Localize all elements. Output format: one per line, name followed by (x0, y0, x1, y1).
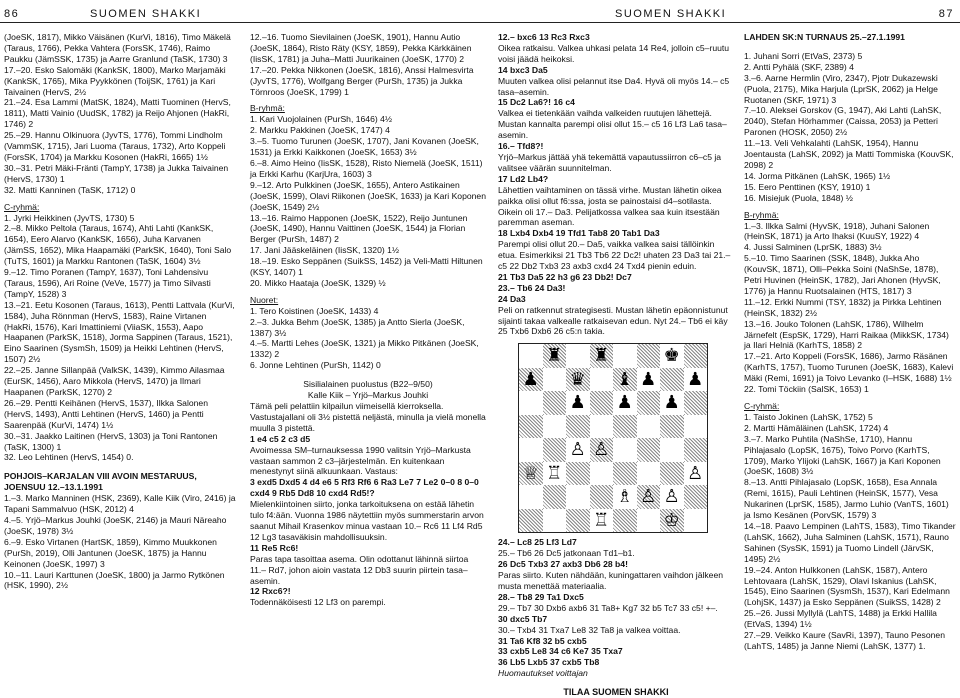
board-square (637, 509, 661, 533)
subscribe-caption: TILAA SUOMEN SHAKKI (563, 687, 669, 698)
paragraph: 17.–21. Arto Koppeli (ForsSK, 1686), Jarmo Räsänen (KarhTS, 1757), Tuomo Turunen (JoeSK, 1683), Kalevi Mäki (Remi, 1691) ja Toivo Levanko (I–HSK, 1688) 1½ (744, 351, 954, 384)
paragraph: 8.–13. Antti Pihlajasalo (LopSK, 1658), Esa Annala (Remi, 1615), Pauli Lehtinen (HeinSK, 1577), Vesa Nukarinen (LprSK, 1585), Jarmo Luhio (VanTS, 1601) ja Ismo Kesänen (PorvSK, 1579) 3 (744, 477, 949, 521)
paragraph: 14 bxc3 Da5 (498, 64, 548, 75)
board-square (590, 485, 614, 509)
chess-diagram (518, 343, 708, 533)
paragraph: 4.–5. Yrjö–Markus Jouhki (JoeSK, 2146) ja Mauri Näreaho (JoeSK, 1978) 3½ (4, 514, 227, 536)
paragraph: 2. Markku Pakkinen (JoeSK, 1747) 4 (250, 125, 390, 136)
paragraph: 30.–31. Jaakko Laitinen (HervS, 1303) ja Toni Rantonen (TaSK, 1300) 1 (4, 430, 218, 452)
paragraph: 1.–3. Marko Manninen (HSK, 2369), Kalle Kiik (Viro, 2416) ja Tapani Sammalvuo (HSK, 2012) 4 (4, 493, 236, 515)
board-square (566, 485, 590, 509)
paragraph: 33 cxb5 Le8 34 c6 Ke7 35 Txa7 (498, 646, 623, 657)
paragraph: 2.–8. Mikko Peltola (Taraus, 1674), Ahti Lahti (KankSK, 1654), Eero Alarvo (KankSK, 1656), Juha Karvanen (JämSS, 1652), Mika Haapamäki (ParkSK, 1640), Toni Salo (TuTS, 1601) ja Markku Rantonen (TaSK, 1604) 3½ (4, 223, 232, 267)
paragraph: Mielenkiintoinen siirto, jonka tarkoituksena on estää lähetin tulo f4:ään. Vuonna 1986 näytettiin myös summerstarin arvon saanut Mihail Krasenkov minua vastaan 10.– Rc6 11 Lf4 Rd5 12 Lg3 tasaväkisin mahdollisuuksin. (250, 499, 484, 542)
paragraph: 29.– Tb7 30 Dxb6 axb6 31 Ta8+ Kg7 32 b5 Tc7 33 c5! +–. (498, 602, 718, 613)
paragraph: 13.–16. Raimo Happonen (JoeSK, 1522), Reijo Juntunen (JoeSK, 1490), Hannu Vaittinen (JoeSK, 1544) ja Florian Berger (PurSh, 1487) 2 (250, 212, 468, 245)
paragraph: 14.–18. Paavo Lempinen (LahTS, 1583), Timo Tikander (LahSK, 1662), Juha Salminen (LahSK, 1571), Rauno Sahinen (SysSK, 1591) ja Tuomo Lindell (JärvSK, 1495) 2½ (744, 520, 956, 564)
paragraph: 16. Misiejuk (Puola, 1848) ½ (744, 192, 853, 203)
chess-piece: ♟ (569, 392, 586, 414)
board-square (543, 438, 567, 462)
column-3-bottom-text (498, 537, 734, 679)
paragraph: 15. Eero Penttinen (KSY, 1910) 1 (744, 181, 871, 192)
board-square (613, 509, 637, 533)
paragraph: POHJOIS–KARJALAN VIII AVOIN MESTARUUS, JOENSUU 12.–13.1.1991 (4, 471, 197, 493)
paragraph: 22. Tomi Töckiin (SalSK, 1653) 1 (744, 384, 869, 395)
paragraph: Sisilialainen puolustus (B22–9/50) (303, 379, 433, 390)
board-square (566, 415, 590, 439)
paragraph: 17. Jani Jääskeläinen (IisSK, 1320) 1½ (250, 245, 400, 256)
board-square (637, 415, 661, 439)
paragraph: Valkea ei tietenkään vaihda valkeiden ruutujen lähettejä. Mustan kannalta parempi olisi ollut 15.– c5 16 Lf3 La6 tasa–asemin. (498, 108, 727, 141)
chess-piece: ♙ (569, 439, 586, 461)
paragraph: 24 Da3 (498, 293, 526, 304)
paragraph: Avoimessa SM–turnauksessa 1990 valitsin Yrjö–Markusta vastaan sammon 2 c3–järjestelmän. En kuitenkaan menestynyt siinä alkuunkaan. Vastaus: (250, 444, 471, 477)
board-square (566, 462, 590, 486)
right-page-number: 87 (938, 8, 954, 20)
board-square (613, 415, 637, 439)
paragraph: 11.–12. Erkki Nummi (TSY, 1832) ja Pirkka Lehtinen (HeinSK, 1832) 2½ (744, 296, 942, 318)
paragraph: Muuten valkea olisi pelannut itse Da4. Hyvä oli myös 14.– c5 tasa–asemin. (498, 75, 730, 97)
board-square (519, 344, 543, 368)
paragraph: 11 Re5 Rc6! (250, 542, 299, 553)
board-square (519, 438, 543, 462)
board-square (637, 462, 661, 486)
paragraph: Nuoret: (250, 294, 279, 305)
paragraph: Paras tapa tasoittaa asema. Olin odottanut lähinnä siirtoa 11.– Rd7, johon aioin vastata 12 Db3 suurin piirtein tasa–asemin. (250, 553, 469, 586)
board-square (660, 415, 684, 439)
board-square (543, 391, 567, 415)
paragraph: 7.–10. Aleksei Gorskov (G, 1947), Aki Lahti (LahSK, 2040), Stefan Hörhammer (Caissa, 2053) ja Petteri Paronen (HOSK, 2050) 2½ (744, 105, 942, 138)
paragraph: 30.– Txb4 31 Txa7 Le8 32 Ta8 ja valkea voittaa. (498, 624, 681, 635)
paragraph: 3.–6. Aarne Hermlin (Viro, 2347), Pjotr Dukazewski (Puola, 2175), Mika Harjula (LprSK, 2062) ja Helge Ruotanen (SKF, 1971) 3 (744, 72, 938, 105)
board-square (660, 438, 684, 462)
paragraph: 30 dxc5 Tb7 (498, 613, 548, 624)
paragraph: 9.–12. Arto Pulkkinen (JoeSK, 1655), Antero Astikainen (JoeSK, 1599), Olavi Riikonen (JoeSK, 1633) ja Kari Koponen (JoeSK, 1549) 2½ (250, 179, 486, 212)
paragraph: Kalle Kiik – Yrjö–Markus Jouhki (307, 390, 429, 401)
paragraph: 1. Juhani Sorri (EtVaS, 2373) 5 (744, 50, 863, 61)
paragraph: 3 exd5 Dxd5 4 d4 e6 5 Rf3 Rf6 6 Ra3 Le7 7 Le2 0–0 8 0–0 cxd4 9 Rb5 Dd8 10 cxd4 Rd5!? (250, 477, 479, 499)
chess-piece: ♚ (663, 345, 680, 367)
board-square (519, 509, 543, 533)
chess-piece: ♟ (663, 392, 680, 414)
paragraph: 4.–5. Martti Lehes (JoeSK, 1321) ja Mikko Pitkänen (JoeSK, 1332) 2 (250, 338, 479, 360)
board-square (637, 391, 661, 415)
left-page-number: 86 (4, 8, 20, 20)
paragraph: B-ryhmä: (744, 209, 779, 220)
chess-piece: ♖ (593, 509, 610, 531)
paragraph: 12 Rxc6?! (250, 586, 291, 597)
paragraph: 30.–31. Petri Mäki-Fränti (TampY, 1738) ja Jukka Taivainen (HervS, 1730) 1 (4, 162, 229, 184)
board-square (684, 415, 708, 439)
board-square (684, 438, 708, 462)
board-square (590, 462, 614, 486)
right-running-title: SUOMEN SHAKKI (615, 8, 727, 20)
paragraph: 13.–16. Jouko Tolonen (LahSK, 1786), Wilhelm Järnefelt (EspSK, 1729), Harri Raikaa (MikkSK, 1734) ja Ilari Helniä (KarhTS, 1858) 2 (744, 318, 949, 351)
paragraph: 32. Leo Lehtinen (HervS, 1454) 0. (4, 452, 134, 463)
chess-piece: ♖ (546, 462, 563, 484)
paragraph: Tämä peli pelattiin kilpailun viimeisellä kierroksella. Vastustajallani oli 3½ pistettä neljästä, minulla ja vielä monella muulla 3 pistettä. (250, 401, 486, 433)
paragraph: 2.–3. Jukka Behm (JoeSK, 1385) ja Antto Sierla (JoeSK, 1387) 3½ (250, 316, 465, 338)
board-square (590, 415, 614, 439)
chess-piece: ♟ (522, 368, 539, 390)
paragraph: 6.–9. Esko Virtanen (HartSK, 1859), Kimmo Muukkonen (PurSh, 2019), Olli Jantunen (JoeSK, 1875) ja Hannu Keinonen (JoeSK, 1997) 3 (4, 536, 217, 569)
paragraph: 6.–8. Aimo Heino (IisSK, 1528), Risto Niemelä (JoeSK, 1511) ja Erkki Karhu (KarjUra, 1603) 3 (250, 157, 483, 179)
column-3-top-text (498, 32, 734, 337)
paragraph: Huomautukset voittajan (498, 668, 588, 679)
paragraph: C-ryhmä: (744, 401, 780, 411)
chess-piece: ♜ (593, 345, 610, 367)
board-square (543, 368, 567, 392)
column-3 (498, 32, 734, 698)
board-square (660, 462, 684, 486)
chess-piece: ♝ (616, 368, 633, 390)
paragraph: C-ryhmä: (4, 201, 40, 212)
board-square (684, 344, 708, 368)
paragraph: 13.–21. Eetu Kosonen (Taraus, 1613), Pentti Lattvala (KurVi, 1584), Juha Rönnman (HervS, 1583), Raine Virtanen (HakRi, 1576), Kari Imattiniemi (ViiaSK, 1553), Aapo Haapanen (ParkSK, 1518), Jorma Sappinen (Taraus, 1521), Eino Saarinen (SysmSh, 1509) ja Heikki Lehtinen (HervS, 1507) 2½ (4, 299, 235, 365)
paragraph: 12.– bxc6 13 Rc3 Rxc3 (498, 32, 590, 42)
paragraph: 31 Ta6 Kf8 32 b5 cxb5 (498, 635, 587, 646)
paragraph: 1. Tero Koistinen (JoeSK, 1433) 4 (250, 305, 379, 316)
chess-piece: ♔ (663, 509, 680, 531)
paragraph: Lähettien vaihtaminen on tässä virhe. Mustan lähetin oikea paikka olisi ollut f6:ssa, josta se painostaisi d4–sotilasta. Oikein oli 17.– Da3. Pelijatkossa valkea saa kuin itsestään paremman aseman. (498, 184, 722, 228)
board-square (590, 391, 614, 415)
paragraph: 24.– Lc8 25 Lf3 Ld7 (498, 537, 577, 548)
paragraph: 18 Lxb4 Dxb4 19 Tfd1 Tab8 20 Tab1 Da3 (498, 228, 660, 239)
board-square (566, 509, 590, 533)
paragraph: Todennäköisesti 12 Lf3 on parempi. (250, 597, 386, 608)
paragraph: 17.–20. Pekka Nikkonen (JoeSK, 1816), Anssi Halmesvirta (JyvTS, 1776), Wolfgang Berger (PurSh, 1735) ja Jukka Törnroos (JoeSK, 1799) 1 (250, 64, 474, 97)
chess-piece: ♛ (569, 368, 586, 390)
paragraph: Paras siirto. Kuten nähdään, kuningattaren vaihdon jälkeen musta menettää materiaalia. (498, 570, 724, 591)
board-square (566, 344, 590, 368)
board-square (637, 438, 661, 462)
paragraph: LAHDEN SK:N TURNAUS 25.–27.1.1991 (744, 32, 905, 42)
paragraph: 3.–7. Marko Puhtila (NaShSe, 1710), Hannu Pihlajasalo (LopSK, 1675), Toivo Porvo (KarhTS, 1709), Marko Ylijoki (LahSK, 1667) ja Kari Koponen (JoeSK, 1608) 3½ (744, 433, 941, 477)
board-square (684, 391, 708, 415)
board-square (590, 368, 614, 392)
paragraph: 22.–25. Janne Sillanpää (ValkSK, 1439), Kimmo Ailasmaa (EurSK, 1456), Aaro Mikkola (HervS, 1470) ja Ilmari Haapanen (ParkSK, 1270) 2 (4, 365, 225, 397)
paragraph: 19.–24. Anton Hulkkonen (LahSK, 1587), Antero Lehtovaara (LahSK, 1529), Olavi Iskanius (LahSK, 1545), Eino Saarinen (SysmSh, 1537), Kari Edelmann (LohjSK, 1437) ja Esko Seppänen (SuikSS, 1428) 2 (744, 564, 950, 608)
chess-piece: ♟ (687, 368, 704, 390)
paragraph: Parempi olisi ollut 20.– Da5, vaikka valkea saisi tällöinkin etua. Esimerkiksi 21 Tb3 Tb6 22 Dc2! uhaten 23 Da3 tai 21.– c5 22 Db2 Txb3 23 axb3 cxd4 24 Txd4 pienin eduin. (498, 239, 731, 272)
paragraph: 2. Martti Hämäläinen (LahSK, 1724) 4 (744, 422, 889, 433)
paragraph: 4. Jussi Salminen (LprSK, 1883) 3½ (744, 242, 882, 253)
paragraph: 1. Jyrki Heikkinen (JyvTS, 1730) 5 (4, 212, 135, 223)
board-square (660, 368, 684, 392)
header-rule (0, 22, 960, 23)
board-square (613, 344, 637, 368)
paragraph: 28.– Tb8 29 Ta1 Dxc5 (498, 591, 584, 602)
board-square (613, 438, 637, 462)
paragraph: 6. Jonne Lehtinen (PurSh, 1142) 0 (250, 360, 381, 371)
paragraph: 26 Dc5 Txb3 27 axb3 Db6 28 b4! (498, 559, 628, 570)
paragraph: 25.–29. Hannu Olkinuora (JyvTS, 1776), Tommi Lindholm (VammSK, 1715), Jari Luoma (Taraus, 1732), Arto Koppeli (ForsSK, 1704) ja Markku Kosonen (HakRi, 1665) 1½ (4, 130, 226, 162)
paragraph: 27.–29. Veikko Kaure (SavRi, 1397), Tauno Pesonen (LahTS, 1485) ja Janne Niemi (LahSK, 1377) 1. (744, 630, 945, 651)
paragraph: B-ryhmä: (250, 103, 285, 114)
paragraph: 12.–16. Tuomo Sievilainen (JoeSK, 1901), Hannu Autio (JoeSK, 1864), Risto Räty (KSY, 1859), Pekka Kärkkäinen (IisSK, 1781) ja Juha–Matti Juurikainen (JoeSK, 1770) 2 (250, 32, 472, 64)
chess-piece: ♙ (640, 486, 657, 508)
chess-piece: ♟ (640, 368, 657, 390)
paragraph: 1.–3. Ilkka Salmi (HyvSK, 1918), Juhani Salonen (HeinSK, 1871) ja Arto Ihaksi (KuuSY, 1922) 4 (744, 220, 930, 242)
paragraph: 15 Dc2 La6?! 16 c4 (498, 97, 575, 108)
board-square (519, 485, 543, 509)
board-square (519, 415, 543, 439)
paragraph: 25.– Tb6 26 Dc5 jatkonaan Td1–b1. (498, 548, 635, 559)
board-square (684, 509, 708, 533)
paragraph: 1. Kari Vuojolainen (PurSh, 1646) 4½ (250, 114, 393, 125)
paragraph: 23.– Tb6 24 Da3! (498, 282, 566, 293)
paragraph: Peli on ratkennut strategisesti. Mustan lähetin epäonnistunut sijainti takaa valkealle ratkaisevan edun. Nyt 24.– Tb6 ei käy 25 Txb6 Dxb6 26 c5:n takia. (498, 304, 728, 337)
paragraph: 32. Matti Kanninen (TaSK, 1712) 0 (4, 184, 136, 195)
paragraph: 21.–24. Esa Lammi (MatSK, 1824), Matti Tuominen (HervS, 1811), Matti Vainio (UudSK, 1782) ja Reijo Ahjonen (HakRi, 1746) 2 (4, 97, 231, 130)
paragraph: (JoeSK, 1817), Mikko Väisänen (KurVi, 1816), Timo Mäkelä (Taraus, 1766), Pekka Vahtera (ForsSK, 1746), Raimo Paukku (JämSSK, 1735) ja Aarre Granlund (TaSK, 1730) 3 (4, 32, 231, 64)
paragraph: 25.–26. Jussi Myllylä (LahTS, 1488) ja Erkki Hallila (EtVaS, 1394) 1½ (744, 608, 937, 630)
paragraph: 36 Lb5 Lxb5 37 cxb5 Tb8 (498, 657, 600, 668)
paragraph: Oikea ratkaisu. Valkea uhkasi pelata 14 Re4, jolloin c5–ruutu voisi jäädä heikoksi. (498, 42, 730, 64)
paragraph: Yrjö–Markus jättää yhä tekemättä vapautussiirron c6–c5 ja valitsee väärän suunnitelman. (498, 151, 722, 173)
paragraph: 17 Ld2 Lb4? (498, 173, 549, 184)
paragraph: 5.–10. Timo Saarinen (SSK, 1848), Jukka Aho (KouvSK, 1871), Olli–Pekka Soini (NaShSe, 1878), Petri Huvinen (HeinSK, 1782), Jari Ahonen (HyvSK, 1776) ja Hannu Ruotsalainen (HTS, 1817) 3 (744, 253, 941, 296)
column-4 (744, 32, 956, 678)
paragraph: 1. Taisto Jokinen (LahSK, 1752) 5 (744, 411, 873, 422)
left-running-title: SUOMEN SHAKKI (90, 8, 202, 20)
board-square (637, 344, 661, 368)
board-square (543, 509, 567, 533)
board-square (519, 391, 543, 415)
paragraph: 9.–12. Timo Poranen (TampY, 1637), Toni Lahdensivu (Taraus, 1596), Ari Roine (VeVe, 1577) ja Timo Silvasti (TampY, 1528) 3 (4, 267, 211, 299)
paragraph: 10.–11. Lauri Karttunen (JoeSK, 1800) ja Jarmo Rytkönen (HSK, 1990), 2½ (4, 569, 225, 591)
column-2 (250, 32, 486, 678)
chess-piece: ♗ (616, 486, 633, 508)
paragraph: 20. Mikko Haataja (JoeSK, 1329) ½ (250, 277, 386, 288)
paragraph: 3.–5. Tuomo Turunen (JoeSK, 1707), Jani Kovanen (JoeSK, 1531) ja Erkki Kaikkonen (JoeSK, 1653) 3½ (250, 136, 479, 158)
board-square (684, 485, 708, 509)
board-square (543, 415, 567, 439)
chess-piece: ♕ (522, 462, 539, 484)
board-square (543, 485, 567, 509)
board-square (613, 462, 637, 486)
column-1 (4, 32, 236, 678)
paragraph: 18.–19. Esko Seppänen (SuikSS, 1452) ja Veli-Matti Hiltunen (KSY, 1407) 1 (250, 256, 483, 278)
paragraph: 1 e4 c5 2 c3 d5 (250, 433, 311, 444)
paragraph: 11.–13. Veli Vehkalahti (LahSK, 1954), Hannu Joentausta (LahSK, 2092) ja Matti Tommiska (KouvSK, 2098) 2 (744, 138, 954, 170)
paragraph: 14. Jorma Pitkänen (LahSK, 1965) 1½ (744, 170, 891, 181)
chess-piece: ♜ (546, 345, 563, 367)
chess-piece: ♙ (663, 486, 680, 508)
paragraph: 21 Tb3 Da5 22 h3 g6 23 Db2! Dc7 (498, 271, 632, 282)
paragraph: 16.– Tfd8?! (498, 141, 544, 152)
paragraph: 17.–20. Esko Salomäki (KankSK, 1800), Marko Marjamäki (KankSK, 1765), Mika Pyykkönen (ToijSK, 1761) ja Kari Taivainen (HervS, 2½ (4, 64, 226, 97)
chess-piece: ♙ (593, 439, 610, 461)
chess-piece: ♙ (687, 462, 704, 484)
paragraph: 2. Antti Pyhälä (SKF, 2389) 4 (744, 61, 854, 72)
paragraph: 26.–29. Pentti Keihänen (HervS, 1537), Ilkka Salonen (HervS, 1493), Antti Lehtinen (HervS, 1460) ja Pentti Saarenpää (KurVi, 1474) 1½ (4, 397, 208, 430)
chess-piece: ♟ (616, 392, 633, 414)
